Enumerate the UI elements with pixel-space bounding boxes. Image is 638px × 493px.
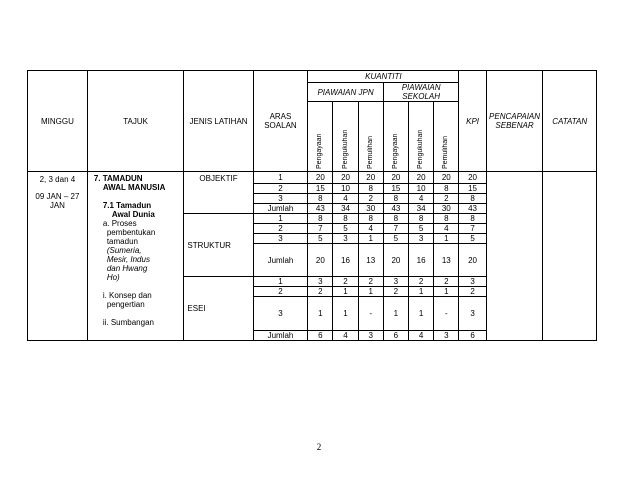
kpi-cell: 5 — [459, 234, 486, 244]
jumlah-label: Jumlah — [253, 204, 308, 214]
header-tajuk: TAJUK — [87, 71, 184, 172]
value-cell: 5 — [409, 224, 434, 234]
value-cell: 8 — [333, 214, 358, 224]
aras-cell: 2 — [253, 184, 308, 194]
value-cell: 3 — [383, 277, 408, 287]
total-cell: 34 — [409, 204, 434, 214]
kpi-cell: 3 — [459, 297, 486, 331]
value-cell: 20 — [358, 172, 383, 184]
total-cell: 34 — [333, 204, 358, 214]
value-cell: 8 — [409, 214, 434, 224]
tajuk-item-a-line2: pembentukan — [106, 228, 156, 237]
total-cell: 43 — [459, 204, 486, 214]
value-cell: 1 — [308, 297, 333, 331]
value-cell: 8 — [383, 194, 408, 204]
value-cell: 2 — [333, 277, 358, 287]
value-cell: 2 — [358, 194, 383, 204]
header-sub-pengukuhan-jpn: Pengukuhan — [333, 102, 358, 172]
value-cell: 2 — [434, 194, 459, 204]
aras-cell: 3 — [253, 234, 308, 244]
value-cell: - — [434, 297, 459, 331]
header-kuantiti: KUANTITI — [308, 71, 459, 83]
total-cell: 43 — [308, 204, 333, 214]
minggu-dates: 09 JAN – 27 JAN — [35, 192, 80, 210]
tajuk-item-a-line7: Ho) — [106, 273, 120, 282]
aras-cell: 3 — [253, 297, 308, 331]
header-kpi: KPI — [459, 71, 486, 172]
tajuk-title: 7. TAMADUN — [93, 174, 143, 183]
aras-cell: 2 — [253, 287, 308, 297]
value-cell: 3 — [333, 234, 358, 244]
total-cell: 16 — [333, 244, 358, 277]
tajuk-title-cont: AWAL MANUSIA — [102, 183, 166, 192]
tajuk-cell — [87, 172, 184, 341]
total-cell: 6 — [308, 331, 333, 341]
header-aras-soalan: ARAS SOALAN — [253, 71, 308, 172]
value-cell: 3 — [308, 277, 333, 287]
planning-table — [27, 70, 597, 341]
kpi-cell: 7 — [459, 224, 486, 234]
value-cell: 15 — [308, 184, 333, 194]
pencapaian-cell[interactable] — [486, 172, 543, 341]
value-cell: 8 — [383, 214, 408, 224]
jenis-esei: ESEI — [184, 277, 253, 341]
value-cell: 1 — [358, 287, 383, 297]
tajuk-item-a-line5: Mesir, Indus — [106, 255, 150, 264]
value-cell: 20 — [383, 172, 408, 184]
value-cell: 2 — [434, 277, 459, 287]
total-cell: 4 — [409, 331, 434, 341]
total-cell: 13 — [434, 244, 459, 277]
aras-cell: 1 — [253, 277, 308, 287]
value-cell: 8 — [358, 214, 383, 224]
value-cell: 7 — [383, 224, 408, 234]
total-cell: 30 — [358, 204, 383, 214]
jumlah-label: Jumlah — [253, 244, 308, 277]
kpi-cell: 8 — [459, 214, 486, 224]
aras-cell: 2 — [253, 224, 308, 234]
tajuk-item-i-line2: pengertian — [106, 300, 145, 309]
value-cell: 10 — [409, 184, 434, 194]
value-cell: 1 — [409, 287, 434, 297]
value-cell: 8 — [434, 184, 459, 194]
jumlah-label: Jumlah — [253, 331, 308, 341]
value-cell: 1 — [409, 297, 434, 331]
page-number: 2 — [316, 442, 322, 452]
value-cell: 5 — [308, 234, 333, 244]
header-pencapaian: PENCAPAIAN SEBENAR — [486, 71, 543, 172]
jenis-objektif: OBJEKTIF — [184, 172, 253, 214]
value-cell: 1 — [383, 297, 408, 331]
value-cell: 4 — [434, 224, 459, 234]
value-cell: 1 — [434, 287, 459, 297]
aras-cell: 1 — [253, 214, 308, 224]
value-cell: 20 — [434, 172, 459, 184]
tajuk-subtopic: 7.1 Tamadun — [102, 201, 152, 210]
header-minggu: MINGGU — [28, 71, 88, 172]
kpi-cell: 8 — [459, 194, 486, 204]
tajuk-item-a-line6: dan Hwang — [106, 264, 148, 273]
total-cell: 6 — [383, 331, 408, 341]
jenis-struktur: STRUKTUR — [184, 214, 253, 277]
value-cell: 20 — [333, 172, 358, 184]
value-cell: 1 — [333, 287, 358, 297]
total-cell: 16 — [409, 244, 434, 277]
aras-cell: 1 — [253, 172, 308, 184]
header-sub-pengayaan-sekolah: Pengayaan — [383, 102, 408, 172]
total-cell: 3 — [358, 331, 383, 341]
total-cell: 13 — [358, 244, 383, 277]
value-cell: 8 — [358, 184, 383, 194]
value-cell: 20 — [308, 172, 333, 184]
value-cell: 4 — [333, 194, 358, 204]
header-catatan: CATATAN — [543, 71, 597, 172]
value-cell: 5 — [383, 234, 408, 244]
header-sub-pemulihan-sekolah: Pemulihan — [434, 102, 459, 172]
value-cell: 20 — [409, 172, 434, 184]
value-cell: 1 — [333, 297, 358, 331]
catatan-cell[interactable] — [543, 172, 597, 341]
value-cell: 1 — [358, 234, 383, 244]
value-cell: 1 — [434, 234, 459, 244]
tajuk-item-ii: ii. Sumbangan — [102, 318, 154, 327]
minggu-cell — [28, 172, 88, 341]
minggu-week: 2, 3 dan 4 — [39, 175, 76, 184]
tajuk-item-a-line4: (Sumeria, — [106, 246, 142, 255]
value-cell: 2 — [358, 277, 383, 287]
kpi-cell: 2 — [459, 287, 486, 297]
header-piawaian-jpn: PIAWAIAN JPN — [308, 83, 384, 102]
header-sub-pemulihan-jpn: Pemulihan — [358, 102, 383, 172]
header-piawaian-sekolah: PIAWAIAN SEKOLAH — [383, 83, 459, 102]
kpi-cell: 20 — [459, 172, 486, 184]
value-cell: 2 — [308, 287, 333, 297]
total-cell: 43 — [383, 204, 408, 214]
kpi-cell: 3 — [459, 277, 486, 287]
header-jenis-latihan: JENIS LATIHAN — [184, 71, 253, 172]
value-cell: 8 — [308, 214, 333, 224]
value-cell: 3 — [409, 234, 434, 244]
value-cell: 2 — [409, 277, 434, 287]
total-cell: 30 — [434, 204, 459, 214]
value-cell: 15 — [383, 184, 408, 194]
total-cell: 3 — [434, 331, 459, 341]
value-cell: 8 — [308, 194, 333, 204]
header-sub-pengayaan-jpn: Pengayaan — [308, 102, 333, 172]
value-cell: 5 — [333, 224, 358, 234]
tajuk-item-i: i. Konsep dan — [102, 291, 152, 300]
aras-cell: 3 — [253, 194, 308, 204]
value-cell: - — [358, 297, 383, 331]
kpi-cell: 15 — [459, 184, 486, 194]
tajuk-item-a-line3: tamadun — [106, 237, 138, 246]
header-sub-pengukuhan-sekolah: Pengukuhan — [409, 102, 434, 172]
value-cell: 10 — [333, 184, 358, 194]
value-cell: 4 — [358, 224, 383, 234]
total-cell: 6 — [459, 331, 486, 341]
value-cell: 4 — [409, 194, 434, 204]
tajuk-item-a: a. Proses — [102, 219, 137, 228]
total-cell: 20 — [308, 244, 333, 277]
total-cell: 20 — [383, 244, 408, 277]
value-cell: 7 — [308, 224, 333, 234]
total-cell: 20 — [459, 244, 486, 277]
tajuk-subtopic-cont: Awal Dunia — [111, 210, 155, 219]
value-cell: 2 — [383, 287, 408, 297]
total-cell: 4 — [333, 331, 358, 341]
value-cell: 8 — [434, 214, 459, 224]
